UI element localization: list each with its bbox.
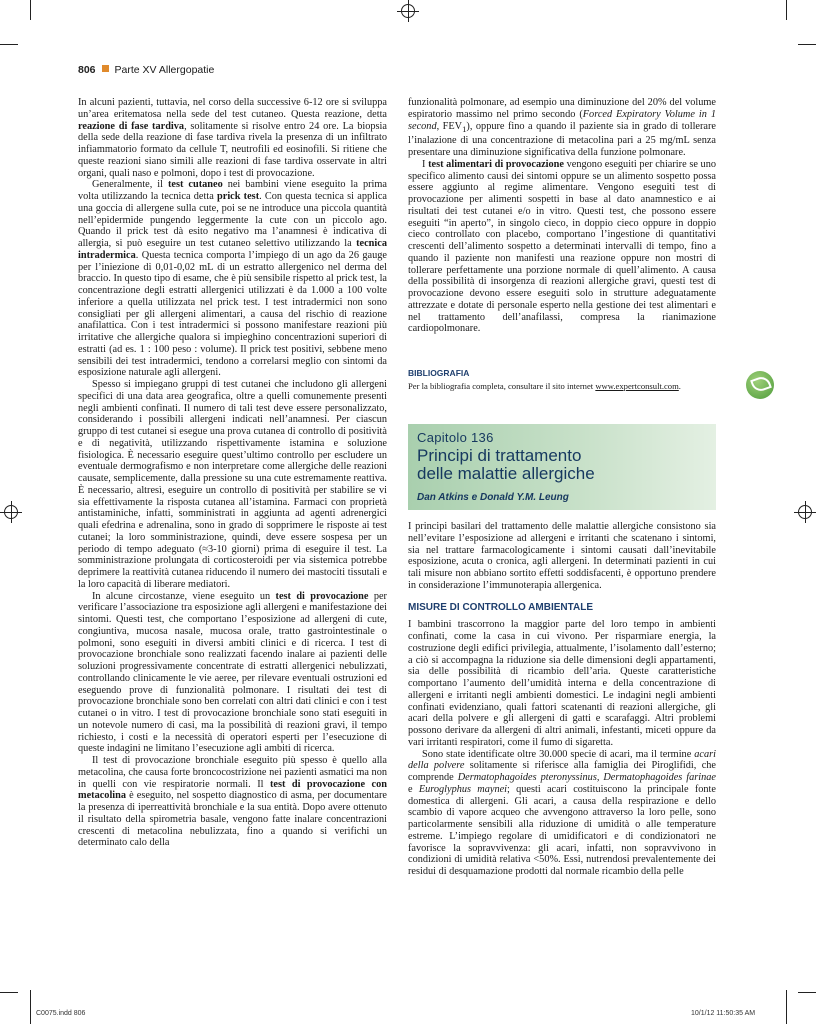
registration-mark-top — [401, 4, 415, 18]
crop-line — [798, 992, 816, 993]
page-number: 806 — [78, 64, 96, 76]
chapter-authors: Dan Atkins e Donald Y.M. Leung — [417, 492, 569, 503]
chapter-intro: I principi basilari del trattamento delle malattie allergiche consistono sia nell’evitare l’esposizione ad allergeni e irritanti che scatenano i sintomi, sia nel trattare farmacologicamente i sintomi causati dall’inevitabile esposizione, acuta o cronica, agli allergeni. In determinati pazienti in cui tali misure non abbiano sortito effetti soddisfacenti, è opportuno prendere in considerazione l’immunoterapia allergenica. — [408, 521, 716, 591]
section-heading: MISURE DI CONTROLLO AMBIENTALE — [408, 601, 593, 613]
paragraph: Sono state identificate oltre 30.000 specie di acari, ma il termine acari della polvere solitamente si riferisce alla famiglia dei Piroglifidi, che comprende Dermatophagoides pteronyssinus, Dermatophagoides farinae e Euroglyphus maynei; questi acari costituiscono la principale fonte domestica di allergeni. Gli acari, a causa della respirazione e dello scambio di vapore acqueo che avvengono attraverso la loro pelle, sono particolarmente sensibili alla riduzione di umidità o alle temperature estreme. L’impiego regolare di umidificatori e di condizionatori ne favorisce la sopravvivenza: gli acari, infatti, non sopravvivono in condizioni di umidità relativa <50%. Essi, nutrendosi prevalentemente dei residui di desquamazione prodotti dal normale ricambio della pelle — [408, 748, 716, 877]
chapter-title-box — [408, 424, 716, 510]
bibliography-text: Per la bibliografia completa, consultare il sito internet www.expertconsult.com. — [408, 381, 681, 391]
bibliography — [408, 368, 728, 391]
crop-line — [798, 44, 816, 45]
chapter-number: Capitolo 136 — [417, 430, 494, 445]
crop-line — [786, 990, 787, 1024]
crop-line — [0, 992, 18, 993]
crop-line — [30, 0, 31, 20]
paragraph: In alcune circostanze, viene eseguito un test di provocazione per verificare l’associazione tra esposizione agli allergeni e manifestazione dei sintomi. Questi test, che comportano l’esposizione ad allergeni di cute, congiuntiva, mucosa nasale, mucosa orale, tratto gastrointestinale o polmoni, sono eseguiti in diversi ambiti clinici e di ricerca. I test di provocazione bronchiale sono realizzati facendo inalare ai pazienti delle soluzioni progressivamente concentrate di estratti allergenici nebulizzati, controllando clinicamente le vie aeree, per rilevare eventuali ostruzioni ed eseguendo prove di funzionalità polmonare. I risultati dei test di provocazione bronchiale sono ben correlati con altri dati clinici e con i test cutanei o in vitro. I test di provocazione bronchiale sono stati eseguiti in un notevole numero di casi, ma la possibilità di reazioni gravi, il tempo richiesto, i costi e la necessità di operatori esperti per l’esecuzione di queste indagini ne limitano l’esecuzione agli ambiti di ricerca. — [78, 590, 387, 755]
header-square-icon — [102, 65, 109, 72]
crop-line — [30, 990, 31, 1024]
registration-mark-left — [4, 505, 18, 519]
left-column — [78, 97, 387, 849]
chapter-title: Principi di trattamento delle malattie allergiche — [417, 446, 595, 483]
crop-line — [786, 0, 787, 20]
paragraph: funzionalità polmonare, ad esempio una diminuzione del 20% del volume espiratorio massimo nel primo secondo (Forced Expiratory Volume in 1 second, $FEV_1$), oppure fino a quando il paziente sia in grado di tollerare l’inalazione di una concentrazione di metacolina pari a 25 mg/mL senza presentare una diminuzione significativa della funzione polmonare. — [408, 97, 716, 159]
registration-mark-right — [798, 505, 812, 519]
paragraph: Generalmente, il test cutaneo nei bambini viene eseguito la prima volta utilizzando la tecnica detta prick test. Con questa tecnica si applica una goccia di allergene sulla cute, poi se ne introduce una piccola quantità nell’epidermide pungendo leggermente la cute con un piccolo ago. Quando il prick test dà esito negativo ma l’anamnesi è indicativa di allergia, si può eseguire un test cutaneo selettivo utilizzando la tecnica intradermica. Questa tecnica comporta l’impiego di un ago da 26 gauge per l’iniezione di 0,01-0,02 mL di un estratto allergenico nel derma del braccio. In questo tipo di esame, che è più sensibile rispetto al prick test, la concentrazione degli estratti allergenici utilizzati è da 1.000 a 100 volte inferiore a quella utilizzata nel prick test. I test intradermici non sono consigliati per gli allergeni alimentari, a causa del rischio di reazione anafilattica. Con i test intradermici si possono manifestare reazioni più irritative che allergiche qualora si impieghino concentrazioni superiori di estratti (ad es. 1 : 100 peso : volume). Il prick test positivi, sebbene meno sensibili dei test intradermici, tendono a correlarsi meglio con sintomi da esposizione naturale agli allergeni. — [78, 179, 387, 379]
footer-date: 10/1/12 11:50:35 AM — [691, 1010, 756, 1017]
paragraph: I test alimentari di provocazione vengono eseguiti per chiarire se uno specifico alimento causi dei sintomi oppure se un alimento sospetto possa essere aggiunto al regime alimentare. Vengono eseguiti test di provocazione per alimenti sospetti in base al dato anamnestico e ai risultati dei test cutanei e/o in vitro. Questi test, che possono essere eseguiti “in aperto”, in singolo cieco, in doppio cieco oppure in doppio cieco controllato con placebo, comportano l’ingestione di quantitativi crescenti dell’alimento sospetto a determinati intervalli di tempo, fino a quando il paziente non manifesti una reazione oppure non mostri di tollerare perfettamente una porzione normale di quell’alimento. A causa della possibilità di insorgenza di reazioni allergiche gravi, questi test di provocazione devono essere eseguiti solo in strutture adeguatamente attrezzate e dotate di personale esperto nella gestione dei test alimentari e nel trattamento dell’anafilassi, compresa la rianimazione cardiopolmonare. — [408, 158, 716, 335]
bibliography-heading: BIBLIOGRAFIA — [408, 368, 470, 378]
running-header — [78, 64, 214, 76]
paragraph: Il test di provocazione bronchiale eseguito più spesso è quello alla metacolina, che causa forte broncocostrizione nei pazienti asmatici ma non in quelli con vie respiratorie normali. Il test di provocazione con metacolina è eseguito, nel sospetto diagnostico di asma, per documentare la presenza di iperreattività bronchiale e la sua entità. Dopo avere ottenuto il risultato della spirometria basale, vengono fatte inalare concentrazioni crescenti di metacolina nebulizzata, fino a quando si verifichi un determinato calo della — [78, 755, 387, 849]
section-title: Parte XV Allergopatie — [114, 64, 215, 76]
leaf-icon — [746, 371, 774, 399]
footer-file: C0075.indd 806 — [36, 1010, 86, 1017]
paragraph: I bambini trascorrono la maggior parte del loro tempo in ambienti confinati, come la casa in cui vivono. Per risparmiare energia, la costruzione degli edifici privilegia, attualmente, l’isolamento dall’esterno; a ciò si accompagna la riduzione sia delle dimensioni degli appartamenti, sia delle possibilità di ricambio dell’aria. Queste caratteristiche comportano l’aumento dell’umidità interna e della concentrazione di allergeni e irritanti negli ambienti domestici. Le indagini negli ambienti confinati evidenziano, quali fattori scatenanti di reazioni allergiche, gli acari della polvere e gli allergeni di gatti e scarafaggi. Altri problemi possono derivare da allergeni di altri animali, infestanti, miceti oppure da vari irritanti respiratori, come il fumo di sigaretta. — [408, 619, 716, 748]
expertconsult-link[interactable]: www.expertconsult.com — [595, 381, 679, 391]
paragraph: Spesso si impiegano gruppi di test cutanei che includono gli allergeni specifici di una data area geografica, oltre a quelli comunemente presenti negli ambienti confinati. Il numero di tali test deve essere personalizzato, considerando i possibili allergeni indicati nell’anamnesi. Per ciascun gruppo di test cutanei si esegue una prova cutanea di controllo di positività e di negatività, utilizzando rispettivamente istamina e soluzione fisiologica. È necessario eseguire quest’ultimo controllo per escludere un eventuale dermografismo e non interpretare come allergiche delle reazioni causate, semplicemente, dalla pressione su una cute estremamente reattiva. È necessario, altresì, eseguire un controllo di positività per stabilire se vi sia effettivamente la risposta cutanea all’istamina. Farmaci con proprietà antistaminiche, infatti, somministrati in aggiunta ad agenti adrenergici quali efedrina e adrenalina, sono in grado di sopprimere le risposte ai test cutanei; la loro somministrazione, quindi, deve essere sospesa per un periodo di tempo adeguato (≈3-10 giorni) prima di eseguire il test. La somministrazione prolungata di corticosteroidi per via sistemica potrebbe deprimere la reattività cutanea riducendo il numero dei mastociti tissutali e la loro capacità di liberare mediatori. — [78, 379, 387, 590]
right-column-top — [408, 97, 716, 335]
paragraph: In alcuni pazienti, tuttavia, nel corso della successive 6-12 ore si sviluppa un’area eritematosa nella sede del test cutaneo. Questa reazione, detta reazione di fase tardiva, solitamente si risolve entro 24 ore. La biopsia della sede della reazione di fase tardiva rivela la presenza di un infiltrato infiammatorio formato da cellule T, neutrofili ed eosinofili. Si ritiene che queste reazioni siano simili alle reazioni di fase tardiva osservate in altri organi, quali naso e polmoni, dopo i test di provocazione. — [78, 97, 387, 179]
crop-line — [0, 44, 18, 45]
right-column-bottom — [408, 521, 716, 878]
